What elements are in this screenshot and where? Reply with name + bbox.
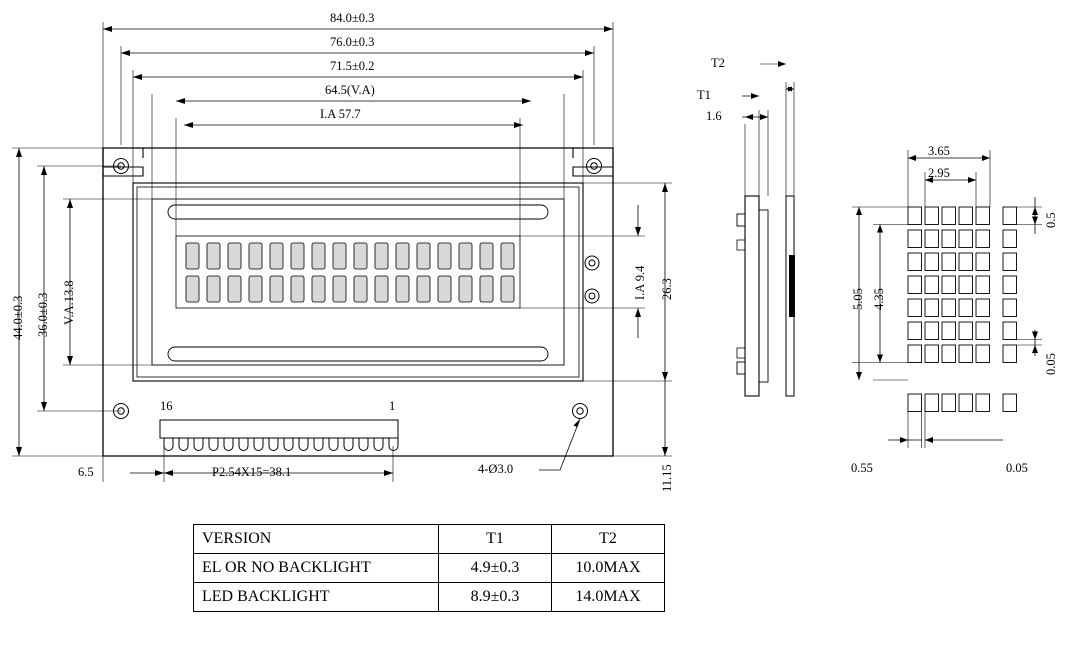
dim-cell-pitch-x: 3.65 [928, 144, 950, 158]
dim-dot-gap-y: 0.05 [1044, 353, 1058, 375]
side-view-dimensions [742, 61, 794, 196]
table-header-row [194, 525, 665, 554]
dim-overall-width: 84.0±0.3 [330, 11, 375, 25]
version-thickness-table [193, 524, 665, 612]
label-t2: T2 [711, 56, 725, 70]
dim-char-height: 4.35 [872, 288, 886, 310]
cell-t2-el: 10.0MAX [552, 554, 665, 583]
dim-viewing-area-width: 64.5(V.A) [325, 83, 375, 97]
dim-dot-width: 0.55 [851, 461, 873, 475]
header-t1: T1 [439, 525, 552, 554]
dim-dot-gap-x: 0.05 [1006, 461, 1028, 475]
character-cells [186, 243, 514, 302]
header-version: VERSION [194, 525, 439, 554]
cell-t2-led: 14.0MAX [552, 583, 665, 612]
dim-mounting-hole-height: 36.0±0.3 [36, 292, 50, 337]
connector-pins [164, 438, 398, 451]
top-dimension-lines [103, 22, 613, 236]
dim-pcb-bottom-edge: 11.15 [660, 464, 674, 492]
dim-viewing-area-height: V.A.13.8 [62, 280, 76, 325]
right-dimension-lines [520, 183, 672, 456]
dim-left-offset: 6.5 [78, 465, 94, 479]
dim-bezel-width: 71.5±0.2 [330, 59, 375, 73]
table-row [194, 583, 665, 612]
header-t2: T2 [552, 525, 665, 554]
cell-version-led: LED BACKLIGHT [194, 583, 439, 612]
dim-pin-pitch: P2.54X15=38.1 [212, 465, 292, 479]
dim-bezel-height: 26.3 [660, 278, 674, 300]
left-dimension-lines [12, 148, 152, 456]
cell-t1-el: 4.9±0.3 [439, 554, 552, 583]
dim-char-width: 2.95 [928, 166, 950, 180]
table-row [194, 554, 665, 583]
dim-char-pitch-y: 5.05 [851, 288, 865, 310]
cell-version-el: EL OR NO BACKLIGHT [194, 554, 439, 583]
dim-active-area-width: I.A 57.7 [320, 107, 361, 121]
side-view [737, 196, 795, 396]
dot-matrix-detail [908, 207, 1017, 412]
dim-active-area-height: I.A 9.4 [633, 265, 647, 300]
pin-16-label: 16 [160, 399, 173, 413]
label-t1: T1 [697, 88, 711, 102]
dim-mounting-hole-span: 76.0±0.3 [330, 35, 375, 49]
dim-overall-height: 44.0±0.3 [11, 295, 25, 340]
dim-dot-height: 0.5 [1044, 212, 1058, 228]
dim-pcb-thickness: 1.6 [706, 109, 722, 123]
pin-1-label: 1 [389, 399, 396, 413]
cell-t1-led: 8.9±0.3 [439, 583, 552, 612]
dim-mounting-holes: 4-Ø3.0 [478, 462, 514, 476]
